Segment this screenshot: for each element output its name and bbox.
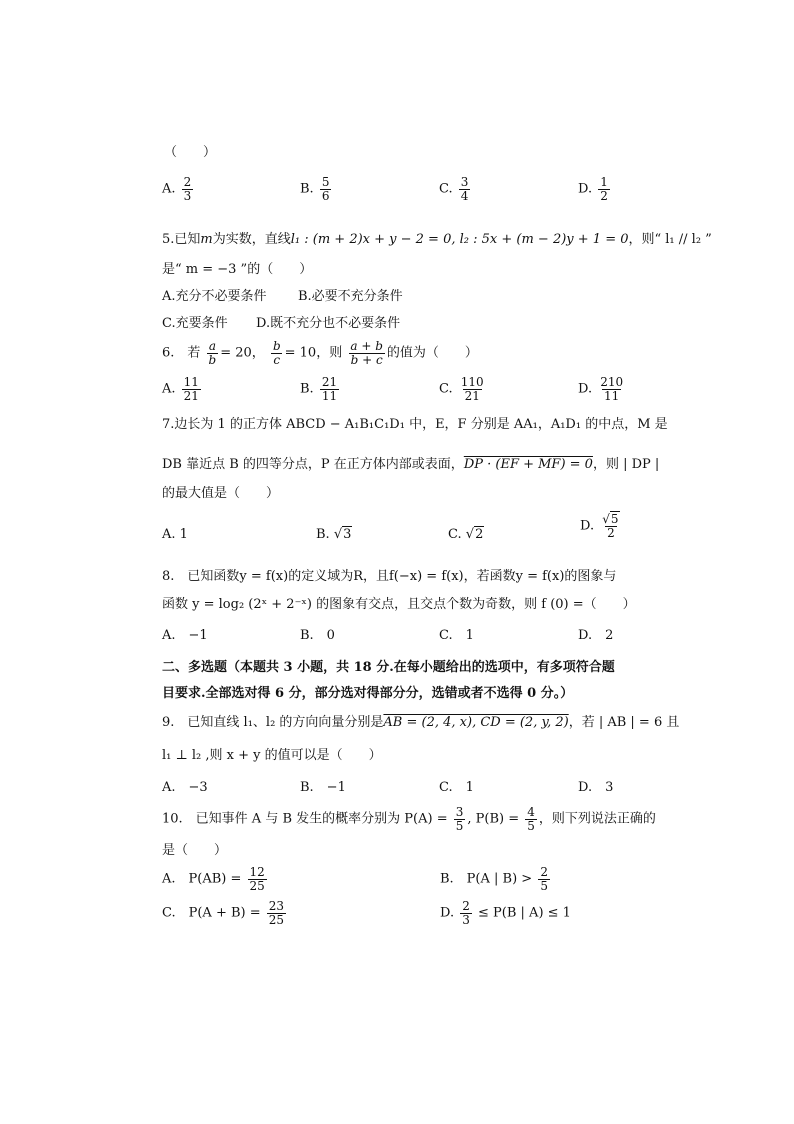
q6-option-a: [162, 376, 203, 402]
q9-option-a: A. −3: [162, 780, 208, 795]
q5-m: m: [200, 232, 213, 247]
q6-prefix: 6. 若: [162, 345, 201, 361]
q5-lines-equation: l₁ : (m + 2)x + y − 2 = 0, l₂ : 5x + (m − 2)y + 1 = 0: [290, 232, 629, 247]
q10-prefix: 10. 已知事件 A 与 B 发生的概率分别为 P(A) =: [162, 811, 448, 827]
q4-option-a: [162, 176, 195, 202]
q10-stem-line2: 是（ ）: [162, 843, 228, 858]
q6-option-a-frac: $\frac{11}{21}$: [183, 375, 199, 403]
q6-option-a-label: A.: [162, 381, 176, 397]
q10-option-c-label: C. P(A + B) =: [162, 905, 261, 921]
q8-stem-line2: 函数 y = log₂ (2ˣ + 2⁻ˣ) 的图象有交点，且交点个数为奇数，则 f (0) =（ ）: [162, 597, 636, 612]
q10-option-d-label: D.: [440, 905, 455, 921]
q5-option-d: D.既不充分也不必要条件: [256, 316, 401, 331]
q4-option-c-frac: $\frac{3}{4}$: [460, 175, 469, 203]
q6-option-d-frac: $\frac{210}{11}$: [600, 375, 624, 403]
q6-question: 的值为（ ）: [386, 345, 478, 361]
q7-option-b: [316, 527, 352, 543]
q5-text: 为实数，直线: [212, 232, 291, 247]
q7-stem-line2: [162, 457, 659, 473]
sqrt-icon: √2: [465, 527, 484, 542]
q4-option-c: [439, 176, 472, 202]
q6-option-c-frac: $\frac{110}{21}$: [460, 375, 484, 403]
q9-vectors: AB = (2, 4, x), CD = (2, y, 2): [383, 715, 569, 730]
section2-heading-line1: 二、多选题（本题共 3 小题，共 18 分.在每小题给出的选项中，有多项符合题: [162, 660, 615, 675]
q5-prefix: 5.已知: [162, 232, 201, 247]
q6-option-b-label: B.: [300, 381, 314, 397]
sqrt-icon: √3: [333, 527, 352, 542]
q9-stem-line2: l₁ ⊥ l₂ ,则 x + y 的值可以是（ ）: [162, 748, 382, 763]
q4-option-b-label: B.: [300, 181, 314, 197]
q6-frac-ab: $\frac{a}{b}$: [208, 339, 217, 367]
q10-frac-pb: $\frac{4}{5}$: [527, 805, 535, 833]
q4-option-b: [300, 176, 333, 202]
q6-option-d-label: D.: [578, 381, 593, 397]
q6-option-c: [439, 376, 488, 402]
q9-condition: ，若 | AB | = 6 且: [568, 715, 680, 730]
q10-option-c: [162, 900, 288, 926]
q6-eq2: = 10，则: [284, 345, 343, 361]
q4-paren: （ ）: [164, 145, 217, 160]
q4-option-d-frac: $\frac{1}{2}$: [600, 175, 608, 203]
q10-question: ，则下列说法正确的: [538, 811, 656, 827]
q6-frac-target: $\frac{a + b}{b + c}$: [350, 339, 383, 367]
q4-option-c-label: C.: [439, 181, 453, 197]
q6-eq1: = 20，: [220, 345, 265, 361]
q7-option-a: A. 1: [162, 527, 188, 542]
q6-option-b-frac: $\frac{21}{11}$: [321, 375, 338, 403]
q5-stem-line1: [162, 232, 712, 248]
q4-option-b-frac: $\frac{5}{6}$: [321, 175, 330, 203]
q7-option-d-frac: $\frac{√5}{2}$: [602, 512, 619, 540]
q6-option-c-label: C.: [439, 381, 453, 397]
q10-option-a-label: A. P(AB) =: [162, 871, 242, 887]
q8-option-c: C. 1: [439, 628, 474, 643]
q7-option-c: [448, 527, 484, 543]
q10-stem-line1: [162, 806, 656, 832]
q6-stem: [162, 340, 478, 366]
q7-option-d: [580, 513, 624, 539]
q6-option-b: [300, 376, 341, 402]
q8-option-b: B. 0: [300, 628, 335, 643]
q10-frac-pa: $\frac{3}{5}$: [455, 805, 464, 833]
q7-stem-line3: 的最大值是（ ）: [162, 486, 280, 501]
q9-option-c: C. 1: [439, 780, 474, 795]
q10-mid: , P(B) =: [467, 811, 520, 827]
q10-option-d: [440, 900, 571, 926]
q10-option-d-frac: $\frac{2}{3}$: [462, 899, 470, 927]
q10-option-a-frac: $\frac{12}{25}$: [249, 865, 265, 893]
q10-option-b-label: B. P(A | B) >: [440, 871, 533, 887]
q8-option-d: D. 2: [578, 628, 614, 643]
q7-target: ，则 | DP |: [592, 457, 660, 472]
q7-vector-equation: DP · (EF + MF) = 0: [463, 457, 593, 472]
q5-option-c: C.充要条件: [162, 316, 228, 331]
q8-option-a: A. −1: [162, 628, 208, 643]
q7-option-c-label: C.: [448, 527, 462, 542]
q9-stem-line1: [162, 715, 679, 731]
q8-stem-line1: 8. 已知函数y = f(x)的定义域为R，且f(−x) = f(x)，若函数y = f(x)的图象与: [162, 569, 617, 584]
q6-option-d: [578, 376, 627, 402]
q10-option-b-frac: $\frac{2}{5}$: [540, 865, 548, 893]
q5-option-a: A.充分不必要条件: [162, 289, 267, 304]
q4-option-a-frac: $\frac{2}{3}$: [183, 175, 192, 203]
q10-option-b: [440, 866, 552, 892]
q7-condition: DB 靠近点 B 的四等分点，P 在正方体内部或表面，: [162, 457, 464, 472]
q9-option-d: D. 3: [578, 780, 614, 795]
q9-option-b: B. −1: [300, 780, 346, 795]
q7-option-d-label: D.: [580, 518, 595, 534]
q6-frac-bc: $\frac{b}{c}$: [272, 339, 281, 367]
q4-option-d: [578, 176, 612, 202]
q7-option-b-label: B.: [316, 527, 330, 542]
q5-option-b: B.必要不充分条件: [298, 289, 403, 304]
q4-option-d-label: D.: [578, 181, 593, 197]
q10-option-d-range: ≤ P(B | A) ≤ 1: [478, 905, 571, 921]
q9-prefix: 9. 已知直线 l₁、l₂ 的方向向量分别是: [162, 715, 384, 730]
q10-option-c-frac: $\frac{23}{25}$: [268, 899, 285, 927]
q7-stem-line1: 7.边长为 1 的正方体 ABCD − A₁B₁C₁D₁ 中，E，F 分别是 AA₁，A₁D₁ 的中点，M 是: [162, 417, 668, 432]
q10-option-a: [162, 866, 269, 892]
sqrt-icon: √5: [602, 512, 619, 526]
q5-stem-line2: 是“ m = −3 ”的（ ）: [162, 262, 313, 277]
q4-option-a-label: A.: [162, 181, 176, 197]
section2-heading-line2: 目要求.全部选对得 6 分，部分选对得部分分，选错或者不选得 0 分。）: [162, 686, 574, 701]
q5-condition: ，则“ l₁ // l₂ ”: [628, 232, 712, 247]
